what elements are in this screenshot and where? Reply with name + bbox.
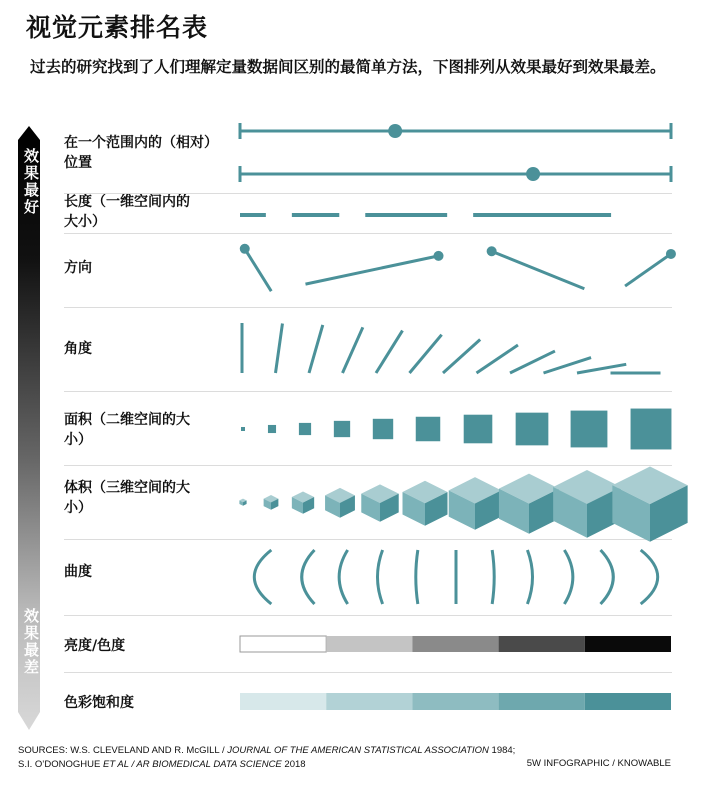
saturation-swatch (326, 693, 412, 710)
curvature-arc (339, 550, 348, 604)
area-square (373, 419, 393, 439)
direction-line (305, 256, 438, 284)
source-line1-journal: JOURNAL OF THE AMERICAN STATISTICAL ASSOCIATION (227, 745, 489, 756)
row-label-length: 长度（一维空间内的大小） (64, 194, 190, 230)
saturation-swatch (499, 693, 585, 710)
row-label-volume: 体积（三维空间的大小） (64, 480, 190, 516)
brightness-swatch (585, 636, 671, 652)
rank-best-label: 效果最好 (22, 148, 40, 216)
curvature-arc (564, 550, 573, 604)
angle-line (376, 331, 402, 373)
row-label-curvature: 曲度 (64, 564, 92, 580)
row-label-angle: 角度 (64, 341, 92, 357)
area-square (464, 415, 493, 444)
angle-line (343, 327, 363, 373)
row-label-area: 面积（二维空间的大小） (64, 412, 190, 448)
direction-origin-dot (434, 251, 444, 261)
credit-label: 5W INFOGRAPHIC / KNOWABLE (526, 758, 671, 769)
source-line2-etal: ET AL (102, 759, 129, 770)
source-line2-suffix: 2018 (281, 759, 306, 770)
page-title: 视觉元素排名表 (26, 13, 209, 42)
direction-origin-dot (240, 244, 250, 254)
angle-line (477, 345, 518, 373)
area-square (299, 423, 311, 435)
saturation-swatch (585, 693, 671, 710)
angle-line (309, 325, 323, 373)
curvature-arc (416, 550, 418, 604)
angle-line (510, 351, 555, 373)
source-line2-prefix: S.I. O’DONOGHUE (18, 759, 103, 770)
direction-origin-dot (666, 249, 676, 259)
direction-origin-dot (487, 246, 497, 256)
curvature-arc (377, 550, 382, 604)
row-label-brightness: 亮度/色度 (64, 638, 126, 654)
row-label-saturation: 色彩饱和度 (64, 695, 134, 711)
area-square (416, 417, 441, 442)
curvature-arc (302, 550, 315, 604)
curvature-arc (641, 550, 658, 604)
saturation-swatch (412, 693, 498, 710)
page-subtitle: 过去的研究找到了人们理解定量数据间区别的最简单方法，下图排列从效果最好到效果最差。 (30, 58, 666, 76)
source-line2-journal: / AR BIOMEDICAL DATA SCIENCE (128, 759, 282, 770)
curvature-arc (601, 550, 614, 604)
curvature-arc (254, 550, 271, 604)
brightness-swatch (326, 636, 412, 652)
angle-line (410, 335, 442, 373)
direction-line (492, 251, 585, 288)
area-square (516, 413, 549, 446)
curvature-arc (527, 550, 532, 604)
area-square (571, 411, 608, 448)
direction-line (245, 249, 271, 291)
source-line1-suffix: 1984; (488, 745, 516, 756)
rank-worst-label: 效果最差 (22, 608, 40, 676)
brightness-swatch (499, 636, 585, 652)
row-label-position: 在一个范围内的（相对）位置 (64, 135, 211, 171)
curvature-arc (492, 550, 494, 604)
angle-line (276, 323, 283, 373)
position-marker (388, 124, 402, 138)
source-line1-prefix: SOURCES: W.S. CLEVELAND AND R. McGILL / (18, 745, 228, 756)
brightness-swatch (412, 636, 498, 652)
angle-line (443, 340, 480, 373)
brightness-swatch (240, 636, 326, 652)
area-square (241, 427, 245, 431)
position-marker (526, 167, 540, 181)
area-square (334, 421, 350, 437)
area-square (631, 409, 672, 450)
row-label-direction: 方向 (64, 260, 92, 276)
sources-note (18, 744, 515, 772)
saturation-swatch (240, 693, 326, 710)
area-square (268, 425, 276, 433)
direction-line (625, 254, 671, 286)
